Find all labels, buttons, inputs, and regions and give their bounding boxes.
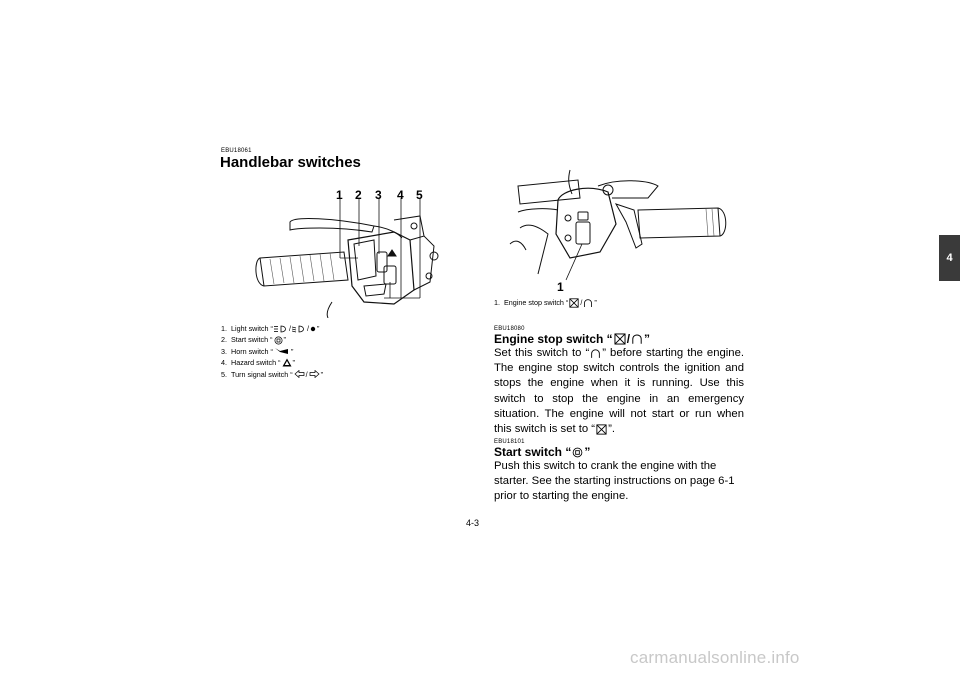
caption-engine-stop-switch: 1. Engine stop switch “ / ”: [494, 298, 597, 307]
section-code: EBU18061: [221, 148, 252, 154]
starter-icon: [274, 336, 283, 345]
light-off-dot-icon: [310, 326, 316, 332]
callout-1: 1: [336, 188, 343, 202]
engine-section-body: Set this switch to “ ” before starting the engine. The engine stop switch controls the ignition and stops the engine when it is running. Use this switch to stop the engine in an emergency situation. The engine will not start or run when this switch is set to “ ”.: [494, 347, 744, 436]
headlight-low-icon: [292, 325, 306, 333]
callout-4: 4: [397, 188, 404, 202]
engine-off-icon: [569, 298, 579, 308]
handlebar-left-illustration: [224, 186, 444, 318]
start-section-code: EBU18101: [494, 439, 525, 445]
section-tab: 4: [939, 235, 960, 281]
handlebar-right-illustration: [508, 164, 744, 286]
engine-callout-1: 1: [557, 280, 564, 294]
engine-section-title: Engine stop switch “ / ”: [494, 332, 651, 346]
caption-light-switch: 1. Light switch “ / / ”: [221, 324, 320, 333]
caption-horn-switch: 3. Horn switch “ ”: [221, 346, 294, 356]
starter-icon: [572, 447, 583, 458]
turn-left-arrow-icon: [294, 370, 305, 378]
left-caption-list: [221, 323, 323, 380]
watermark: carmanualsonline.info: [630, 648, 800, 667]
callout-3: 3: [375, 188, 382, 202]
callout-5: 5: [416, 188, 423, 202]
hazard-icon: [282, 358, 292, 367]
engine-section-code: EBU18080: [494, 326, 525, 332]
caption-hazard-switch: 4. Hazard switch “ ”: [221, 358, 295, 368]
start-section-body: Push this switch to crank the engine with the starter. See the starting instructions on page 6-1 prior to starting the engine.: [494, 460, 735, 503]
caption-turn-signal-switch: 5. Turn signal switch “ / ”: [221, 369, 324, 379]
engine-off-icon: [614, 333, 626, 345]
engine-run-icon: [631, 333, 643, 345]
start-section-title: Start switch “ ”: [494, 445, 591, 459]
page-number: 4-3: [466, 518, 480, 528]
turn-right-arrow-icon: [309, 370, 320, 378]
headlight-high-icon: [274, 325, 288, 333]
callout-2: 2: [355, 188, 362, 202]
engine-off-icon: [596, 424, 607, 435]
caption-start-switch: 2. Start switch “ ”: [221, 335, 286, 345]
page-title: Handlebar switches: [220, 154, 361, 171]
engine-run-icon: [590, 348, 601, 359]
engine-run-icon: [583, 298, 593, 308]
horn-icon: [274, 347, 290, 356]
